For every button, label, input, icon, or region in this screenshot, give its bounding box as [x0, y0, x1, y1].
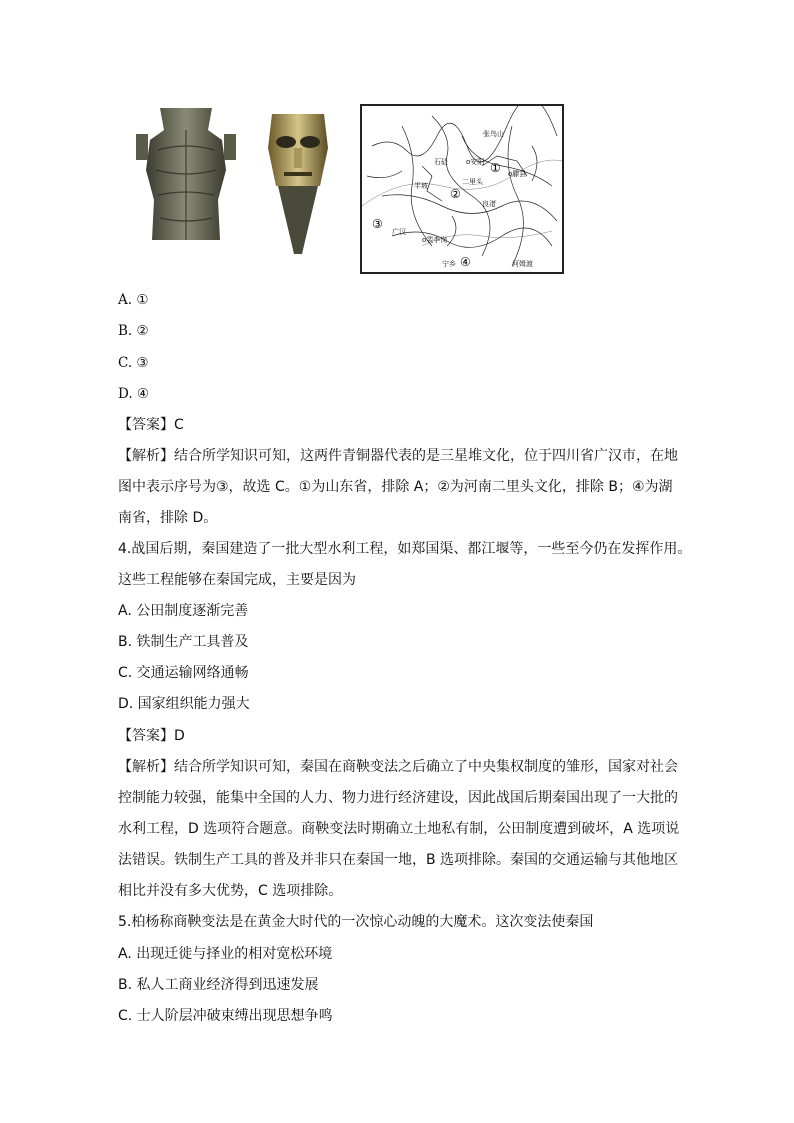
svg-text:石砭: 石砭 — [434, 158, 448, 166]
svg-text:o安阳: o安阳 — [466, 158, 485, 166]
svg-text:广汉: 广汉 — [392, 228, 406, 236]
svg-text:二里头: 二里头 — [462, 178, 483, 186]
q4-analysis-line-3: 水利工程，D 选项符合题意。商鞅变法时期确立土地私有制，公田制度遭到破坏，A 选项说 — [118, 821, 680, 837]
q4-stem-line-1: 4.战国后期，秦国建造了一批大型水利工程，如郑国渠、都江堰等，一些至今仍在发挥作用。 — [118, 541, 692, 557]
q3-answer: 【答案】C — [118, 417, 184, 433]
map-marker-1: ① — [490, 161, 501, 175]
q4-option-a: A. 公田制度逐渐完善 — [118, 603, 249, 619]
q5-option-c: C. 士人阶层冲破束缚出现思想争鸣 — [118, 1008, 333, 1024]
q5-stem: 5.柏杨称商鞅变法是在黄金大时代的一次惊心动魄的大魔术。这次变法使秦国 — [118, 914, 594, 930]
q4-answer: 【答案】D — [118, 728, 185, 744]
q3-option-d: D. ④ — [118, 386, 150, 402]
svg-text:宁乡: 宁乡 — [442, 260, 456, 268]
bronze-mask-image — [258, 108, 338, 258]
q4-analysis-line-4: 法错误。铁制生产工具的普及并非只在秦国一地，B 选项排除。秦国的交通运输与其他地区 — [118, 852, 679, 868]
q3-option-a: A. ① — [118, 292, 149, 308]
figure-row — [130, 100, 570, 275]
q4-option-d: D. 国家组织能力强大 — [118, 696, 250, 712]
q4-stem-line-2: 这些工程能够在秦国完成，主要是因为 — [118, 572, 356, 588]
svg-text:o滕县: o滕县 — [508, 170, 527, 178]
svg-text:良渚: 良渚 — [482, 200, 496, 208]
q3-analysis-line-1: 【解析】结合所学知识可知，这两件青铜器代表的是三星堆文化，位于四川省广汉市，在地 — [118, 448, 678, 464]
svg-text:河姆渡: 河姆渡 — [512, 260, 533, 268]
q4-analysis-line-1: 【解析】结合所学知识可知，秦国在商鞅变法之后确立了中央集权制度的雏形，国家对社会 — [118, 759, 678, 775]
svg-text:半坡: 半坡 — [414, 182, 428, 190]
q4-analysis-line-5: 相比并没有多大优势，C 选项排除。 — [118, 883, 343, 899]
q3-option-c: C. ③ — [118, 355, 149, 371]
map-marker-4: ④ — [460, 255, 471, 269]
svg-text:o裴李岗: o裴李岗 — [422, 236, 448, 244]
q3-option-b: B. ② — [118, 323, 149, 339]
map-marker-3: ③ — [372, 217, 383, 231]
q4-option-b: B. 铁制生产工具普及 — [118, 634, 249, 650]
q3-analysis-line-3: 南省，排除 D。 — [118, 510, 218, 526]
q4-analysis-line-2: 控制能力较强，能集中全国的人力、物力进行经济建设，因此战国后期秦国出现了一大批的 — [118, 790, 678, 806]
q5-option-a: A. 出现迁徙与择业的相对宽松环境 — [118, 946, 333, 962]
q4-option-c: C. 交通运输网络通畅 — [118, 665, 249, 681]
bronze-vessel-image — [130, 100, 242, 245]
map-marker-2: ② — [450, 187, 461, 201]
q5-option-b: B. 私人工商业经济得到迅速发展 — [118, 977, 319, 993]
china-map-image — [360, 104, 564, 274]
svg-text:张鸟山: 张鸟山 — [483, 130, 504, 138]
q3-analysis-line-2: 图中表示序号为③，故选 C。①为山东省，排除 A；②为河南二里头文化，排除 B；④为湖 — [118, 479, 673, 495]
